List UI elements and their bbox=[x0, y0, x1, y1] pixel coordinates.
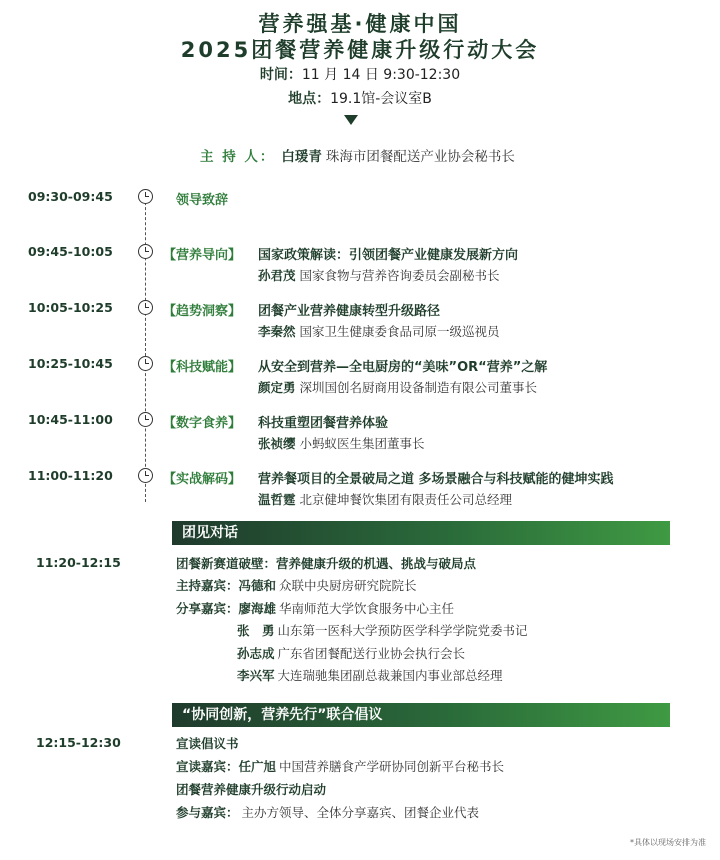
speaker-name: 温哲霆 bbox=[258, 492, 296, 507]
host-label: 主 持 人： bbox=[200, 149, 276, 165]
schedule-time: 11:00-11:20 bbox=[28, 468, 113, 483]
place-label: 地点： bbox=[288, 91, 331, 107]
speaker-name: 李秦然 bbox=[258, 324, 296, 339]
speaker-desc: 深圳国创名厨商用设备制造有限公司董事长 bbox=[299, 380, 538, 395]
speaker-desc: 国家卫生健康委食品司原一级巡视员 bbox=[299, 324, 500, 339]
schedule-time: 10:25-10:45 bbox=[28, 356, 113, 371]
guest-name: 张 勇 bbox=[237, 623, 275, 638]
schedule-speaker bbox=[258, 434, 425, 452]
speaker-desc: 北京健坤餐饮集团有限责任公司总经理 bbox=[299, 492, 513, 507]
timeline-line bbox=[145, 192, 146, 502]
participants-label: 参与嘉宾： bbox=[176, 805, 239, 820]
speaker-name: 颜定勇 bbox=[258, 380, 296, 395]
event-time bbox=[0, 64, 720, 84]
host-name: 白瑗青 bbox=[281, 149, 322, 165]
guest-desc: 大连瑞驰集团副总裁兼国内事业部总经理 bbox=[277, 668, 503, 683]
schedule-time: 09:30-09:45 bbox=[28, 189, 113, 204]
schedule-topic: 营养餐项目的全景破局之道 多场景融合与科技赋能的健坤实践 bbox=[258, 472, 614, 487]
initiative-banner: “协同创新，营养先行”联合倡议 bbox=[172, 703, 670, 727]
schedule-speaker bbox=[258, 266, 500, 284]
host-line bbox=[200, 145, 515, 165]
guest-name: 李兴军 bbox=[237, 668, 275, 683]
schedule-time: 10:45-11:00 bbox=[28, 412, 113, 427]
panel-topic: 团餐新赛道破壁：营养健康升级的机遇、挑战与破局点 bbox=[176, 556, 477, 571]
initiative-reader bbox=[176, 757, 504, 775]
speaker-desc: 国家食物与营养咨询委员会副秘书长 bbox=[299, 268, 500, 283]
time-label: 时间： bbox=[259, 67, 302, 83]
panel-banner: 团见对话 bbox=[172, 521, 670, 545]
schedule-tag: 【数字食养】 bbox=[163, 416, 242, 431]
panel-guest bbox=[237, 621, 528, 639]
guest-name: 廖海雄 bbox=[238, 601, 277, 616]
schedule-topic: 团餐产业营养健康转型升级路径 bbox=[258, 304, 441, 319]
schedule-tag: 领导致辞 bbox=[176, 193, 229, 208]
reader-label: 宣读嘉宾： bbox=[176, 759, 239, 774]
place-value: 19.1馆-会议室B bbox=[330, 91, 432, 107]
schedule-speaker bbox=[258, 322, 500, 340]
clock-icon bbox=[138, 189, 153, 204]
schedule-topic: 科技重塑团餐营养体验 bbox=[258, 416, 389, 431]
guests-label: 分享嘉宾： bbox=[176, 601, 239, 616]
reader-name: 任广旭 bbox=[238, 759, 277, 774]
panel-guest bbox=[176, 599, 454, 617]
panel-guest bbox=[237, 644, 465, 662]
guest-desc: 广东省团餐配送行业协会执行会长 bbox=[277, 646, 466, 661]
speaker-name: 孙君茂 bbox=[258, 268, 296, 283]
panel-time: 11:20-12:15 bbox=[36, 555, 121, 570]
schedule-time: 09:45-10:05 bbox=[28, 244, 113, 259]
initiative-item: 宣读倡议书 bbox=[176, 736, 239, 751]
panel-moderator bbox=[176, 576, 417, 594]
footnote: *具体以现场安排为准 bbox=[630, 838, 706, 847]
moderator-label: 主持嘉宾： bbox=[176, 578, 239, 593]
schedule-speaker bbox=[258, 378, 537, 396]
down-triangle-icon bbox=[344, 115, 358, 125]
clock-icon bbox=[138, 468, 153, 483]
schedule-topic: 国家政策解读：引领团餐产业健康发展新方向 bbox=[258, 248, 519, 263]
initiative-participants bbox=[176, 803, 479, 821]
schedule-tag: 【趋势洞察】 bbox=[163, 304, 242, 319]
schedule-topic: 从安全到营养—全电厨房的“美味”OR“营养”之解 bbox=[258, 360, 548, 375]
clock-icon bbox=[138, 356, 153, 371]
moderator-desc: 众联中央厨房研究院院长 bbox=[279, 578, 417, 593]
host-desc: 珠海市团餐配送产业协会秘书长 bbox=[325, 149, 515, 165]
speaker-desc: 小蚂蚁医生集团董事长 bbox=[299, 436, 425, 451]
clock-icon bbox=[138, 412, 153, 427]
speaker-name: 张祯缨 bbox=[258, 436, 296, 451]
event-place bbox=[0, 88, 720, 108]
schedule-tag: 【科技赋能】 bbox=[163, 360, 242, 375]
initiative-item: 团餐营养健康升级行动启动 bbox=[176, 782, 327, 797]
title-line1: 营养强基·健康中国 bbox=[258, 12, 462, 36]
panel-guest bbox=[237, 666, 503, 684]
schedule-time: 10:05-10:25 bbox=[28, 300, 113, 315]
guest-desc: 华南师范大学饮食服务中心主任 bbox=[279, 601, 455, 616]
clock-icon bbox=[138, 244, 153, 259]
schedule-tag: 【实战解码】 bbox=[163, 472, 242, 487]
participants-desc: 主办方领导、全体分享嘉宾、团餐企业代表 bbox=[241, 805, 480, 820]
initiative-time: 12:15-12:30 bbox=[36, 735, 121, 750]
reader-desc: 中国营养膳食产学研协同创新平台秘书长 bbox=[279, 759, 505, 774]
time-value: 11 月 14 日 9:30-12:30 bbox=[301, 67, 461, 83]
moderator-name: 冯德和 bbox=[238, 578, 277, 593]
title-line2: 2025团餐营养健康升级行动大会 bbox=[180, 38, 540, 62]
schedule-tag: 【营养导向】 bbox=[163, 248, 242, 263]
clock-icon bbox=[138, 300, 153, 315]
schedule-speaker bbox=[258, 490, 512, 508]
guest-name: 孙志成 bbox=[237, 646, 275, 661]
guest-desc: 山东第一医科大学预防医学科学学院党委书记 bbox=[277, 623, 528, 638]
